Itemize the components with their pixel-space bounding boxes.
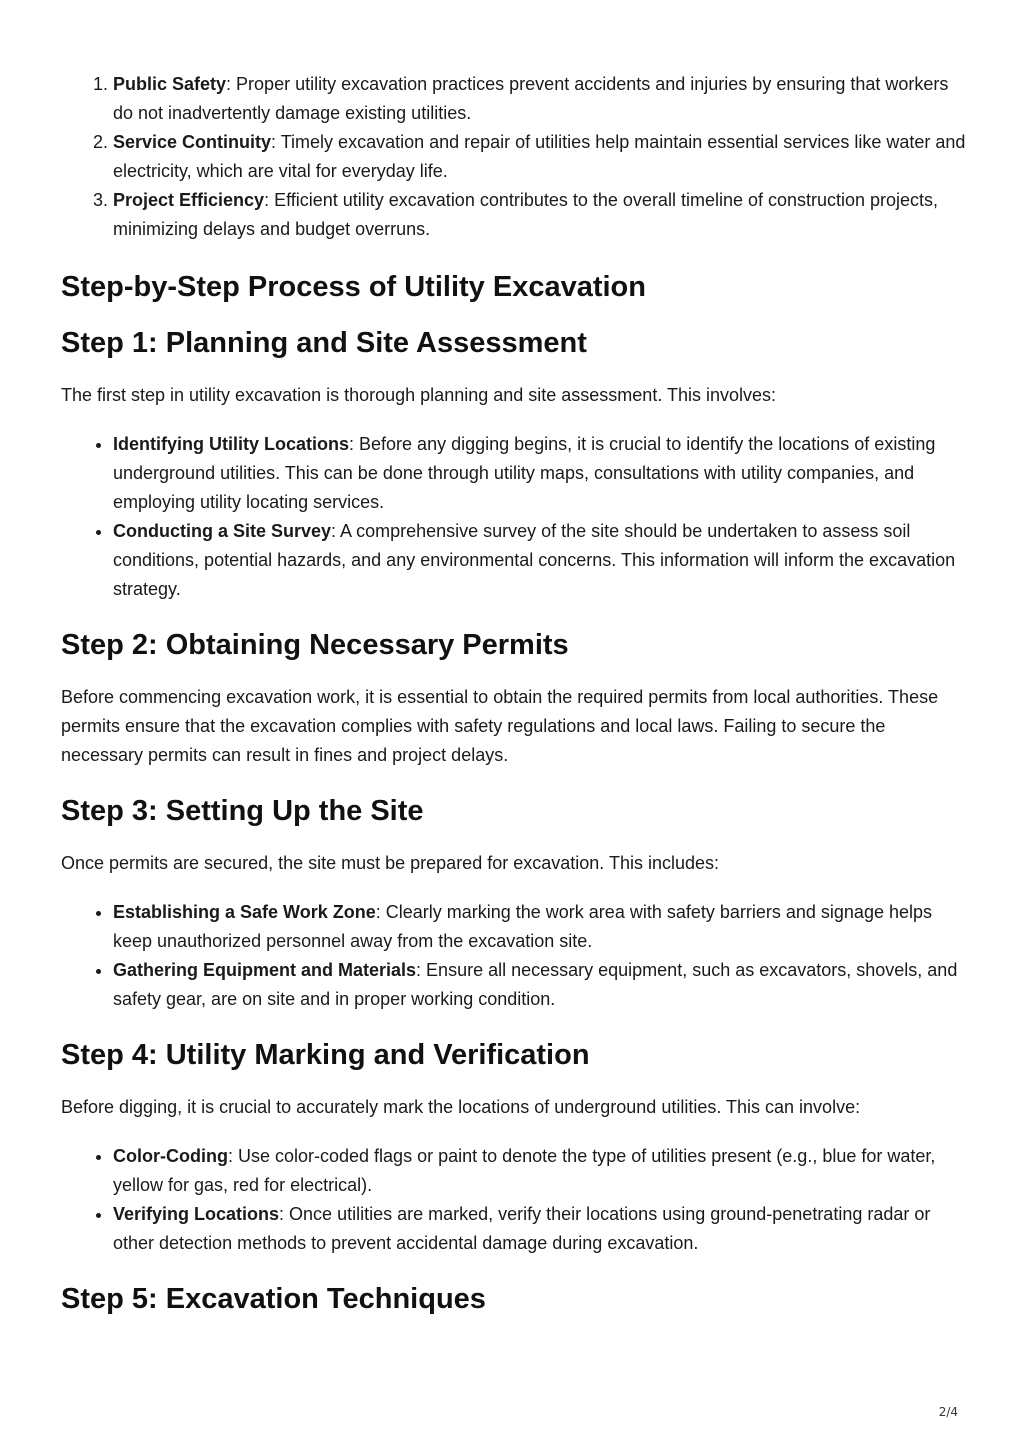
list-item-term: Project Efficiency (113, 190, 265, 210)
step-1-title: Step 1: Planning and Site Assessment (61, 327, 587, 359)
list-item (113, 1142, 966, 1200)
list-item-text: : A comprehensive survey of the site should be undertaken to assess soil conditions, potential hazards, and any environmental concerns. This information will inform the excavation strategy. (113, 521, 956, 599)
list-item-term: Identifying Utility Locations (113, 434, 350, 454)
list-item-text: : Ensure all necessary equipment, such as excavators, shovels, and safety gear, are on site and in proper working condition. (113, 960, 958, 1009)
list-item-text: : Proper utility excavation practices prevent accidents and injuries by ensuring that workers do not inadvertently damage existing utilities. (113, 74, 949, 123)
step-2-title: Step 2: Obtaining Necessary Permits (61, 629, 569, 661)
list-item-text: : Once utilities are marked, verify their locations using ground-penetrating radar or other detection methods to prevent accidental damage during excavation. (113, 1204, 931, 1253)
list-item (113, 898, 966, 956)
document-content (61, 70, 966, 1337)
step-2-intro: Before commencing excavation work, it is essential to obtain the required permits from local authorities. These permits ensure that the excavation complies with safety regulations and local laws. Failing to secure the necessary permits can result in fines and project delays. (61, 687, 939, 765)
step-3-intro: Once permits are secured, the site must be prepared for excavation. This includes: (61, 853, 719, 873)
step-3-title: Step 3: Setting Up the Site (61, 795, 424, 827)
step-5-title: Step 5: Excavation Techniques (61, 1283, 486, 1315)
list-item-term: Public Safety (113, 74, 227, 94)
step-4-intro: Before digging, it is crucial to accurately mark the locations of underground utilities. This can involve: (61, 1097, 861, 1117)
list-item-text: : Efficient utility excavation contributes to the overall timeline of construction projects, minimizing delays and budget overruns. (113, 190, 939, 239)
list-item-text: : Use color-coded flags or paint to denote the type of utilities present (e.g., blue for water, yellow for gas, red for electrical). (113, 1146, 936, 1195)
step-1-intro: The first step in utility excavation is thorough planning and site assessment. This involves: (61, 385, 777, 405)
step-4-bullets (61, 1142, 966, 1258)
section-title: Step-by-Step Process of Utility Excavation (61, 271, 646, 303)
list-item (113, 186, 966, 244)
list-item (113, 956, 966, 1014)
list-item-term: Gathering Equipment and Materials (113, 960, 417, 980)
list-item-text: : Before any digging begins, it is crucial to identify the locations of existing underground utilities. This can be done through utility maps, consultations with utility companies, and employing utility locating services. (113, 434, 936, 512)
list-item-term: Color-Coding (113, 1146, 228, 1166)
list-item (113, 128, 966, 186)
step-3-bullets (61, 898, 966, 1014)
list-item-term: Verifying Locations (113, 1204, 280, 1224)
list-item-text: : Clearly marking the work area with safety barriers and signage helps keep unauthorized personnel away from the excavation site. (113, 902, 932, 951)
importance-list (61, 70, 966, 244)
step-4-title: Step 4: Utility Marking and Verification (61, 1039, 590, 1071)
list-item (113, 517, 966, 604)
step-1-bullets (61, 430, 966, 604)
list-item (113, 430, 966, 517)
list-item (113, 70, 966, 128)
list-item-term: Service Continuity (113, 132, 272, 152)
list-item-term: Establishing a Safe Work Zone (113, 902, 376, 922)
list-item-term: Conducting a Site Survey (113, 521, 332, 541)
list-item (113, 1200, 966, 1258)
page-number: 2/4 (938, 1405, 958, 1419)
list-item-text: : Timely excavation and repair of utilities help maintain essential services like water and electricity, which are vital for everyday life. (113, 132, 966, 181)
